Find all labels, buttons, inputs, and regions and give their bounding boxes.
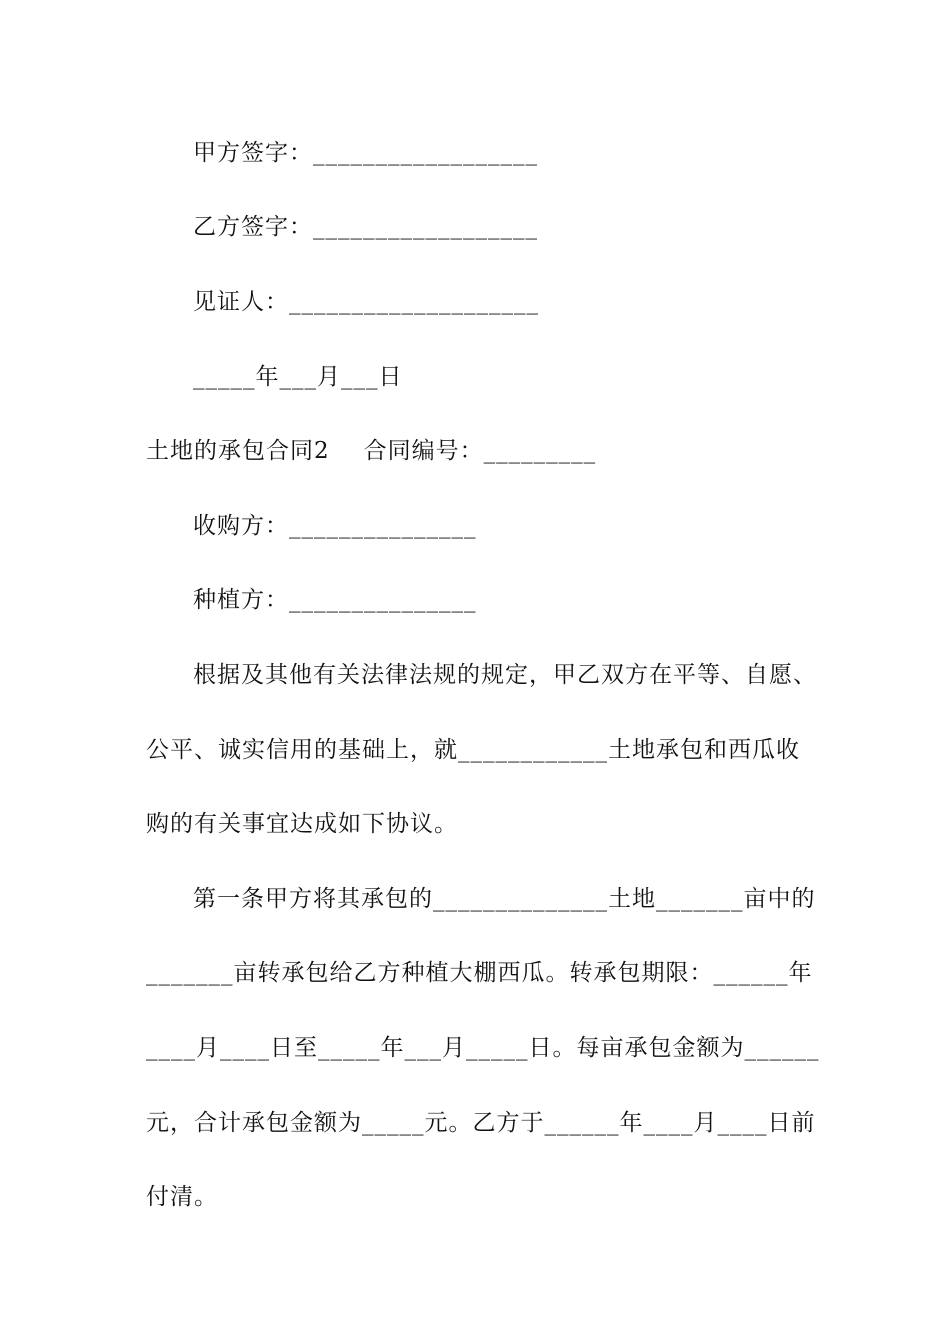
article1-line-5: 付清。 bbox=[146, 1184, 218, 1210]
buyer-line: 收购方：_______________ bbox=[193, 513, 477, 539]
contract-number: 合同编号：_________ bbox=[363, 438, 597, 464]
witness-line: 见证人：____________________ bbox=[193, 289, 539, 315]
preamble-line-2: 公平、诚实信用的基础上，就____________土地承包和西瓜收 bbox=[146, 737, 800, 763]
preamble-line-3: 购的有关事宜达成如下协议。 bbox=[146, 811, 458, 837]
contract-title: 土地的承包合同2 bbox=[146, 438, 330, 464]
date-line: _____年___月___日 bbox=[193, 364, 403, 390]
grower-line: 种植方：_______________ bbox=[193, 587, 477, 613]
article1-line-2: _______亩转承包给乙方种植大棚西瓜。转承包期限：______年 bbox=[146, 960, 813, 986]
party-a-signature-line: 甲方签字：__________________ bbox=[193, 140, 538, 166]
article1-line-1: 第一条甲方将其承包的______________土地_______亩中的 bbox=[193, 886, 816, 912]
preamble-line-1: 根据及其他有关法律法规的规定，甲乙双方在平等、自愿、 bbox=[193, 662, 817, 688]
party-b-signature-line: 乙方签字：__________________ bbox=[193, 214, 538, 240]
contract-heading-row bbox=[146, 436, 596, 466]
article1-line-4: 元，合计承包金额为_____元。乙方于______年____月____日前 bbox=[146, 1110, 816, 1136]
article1-line-3: ____月____日至_____年___月_____日。每亩承包金额为______ bbox=[146, 1035, 820, 1061]
